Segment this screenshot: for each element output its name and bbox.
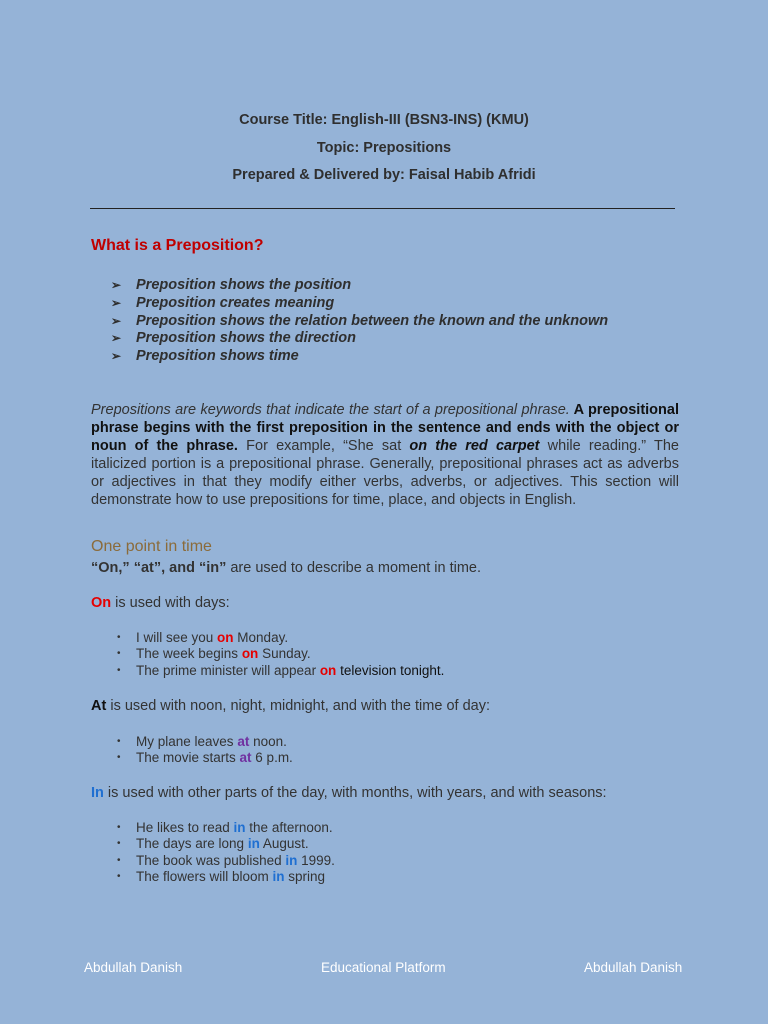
list-item: ➢ Preposition shows time <box>111 348 299 365</box>
arrow-bullet-icon: ➢ <box>111 331 122 346</box>
definition-paragraph: Prepositions are keywords that indicate the start of a prepositional phrase. A prepositional phrase begins with the first preposition in the sentence and ends with the object or noun of the phrase. For example, “She sat on the red carpet while reading.” The italicized portion is a prepositional phrase. Generally, prepositional phrases act as adverbs or adjectives in that they modify either verbs, adverbs, or adjectives. This section will demonstrate how to use prepositions for time, place, and objects in English. <box>91 402 680 508</box>
topic-title: Topic: Prepositions <box>316 139 452 156</box>
section-heading-one-point-in-time: One point in time <box>91 538 212 555</box>
in-rule-line: In is used with other parts of the day, with months, with years, and with seasons: <box>91 785 607 801</box>
list-item: • My plane leaves at noon. <box>117 734 287 749</box>
bullet-dot-icon: • <box>117 648 121 660</box>
at-rule-line: At is used with noon, night, midnight, and with the time of day: <box>91 698 490 714</box>
in-examples-list <box>117 820 335 885</box>
bullet-dot-icon: • <box>117 752 121 764</box>
footer-center: Educational Platform <box>321 960 446 975</box>
bullet-dot-icon: • <box>117 870 121 882</box>
author-line: Prepared & Delivered by: Faisal Habib Afridi <box>232 167 536 183</box>
section-heading-what-is-preposition: What is a Preposition? <box>91 237 264 254</box>
on-examples-list <box>117 630 444 679</box>
list-item: ➢ Preposition creates meaning <box>111 294 335 311</box>
preposition-points-list <box>111 277 608 366</box>
list-item: ➢ Preposition shows the position <box>111 277 352 293</box>
bullet-dot-icon: • <box>117 736 121 747</box>
list-item: • The week begins on Sunday. <box>117 646 311 662</box>
list-item: ➢ Preposition shows the direction <box>111 330 356 347</box>
at-examples-list <box>117 734 293 767</box>
course-title: Course Title: English-III (BSN3-INS) (KMU) <box>239 112 529 128</box>
list-item: • The prime minister will appear on television tonight. <box>117 662 445 678</box>
arrow-bullet-icon: ➢ <box>111 278 122 292</box>
document-header <box>0 110 768 193</box>
list-item: • The days are long in August. <box>117 836 309 852</box>
arrow-bullet-icon: ➢ <box>111 295 122 310</box>
footer-left: Abdullah Danish <box>84 960 183 975</box>
list-item: • The book was published in 1999. <box>117 852 335 868</box>
footer-right: Abdullah Danish <box>584 960 683 975</box>
list-item: • The flowers will bloom in spring <box>117 868 326 884</box>
bullet-dot-icon: • <box>117 838 121 850</box>
bullet-dot-icon: • <box>117 664 121 676</box>
bullet-dot-icon: • <box>117 632 121 643</box>
header-divider <box>90 208 675 209</box>
bullet-dot-icon: • <box>117 822 121 833</box>
bullet-dot-icon: • <box>117 854 121 866</box>
list-item: ➢ Preposition shows the relation between the known and the unknown <box>111 312 609 329</box>
arrow-bullet-icon: ➢ <box>111 313 122 328</box>
on-rule-line: On is used with days: <box>91 595 230 611</box>
list-item: • I will see you on Monday. <box>117 630 289 645</box>
arrow-bullet-icon: ➢ <box>111 349 122 364</box>
list-item: • He likes to read in the afternoon. <box>117 820 333 835</box>
list-item: • The movie starts at 6 p.m. <box>117 750 293 766</box>
time-intro-line: “On,” “at”, and “in” are used to describe a moment in time. <box>91 560 482 576</box>
